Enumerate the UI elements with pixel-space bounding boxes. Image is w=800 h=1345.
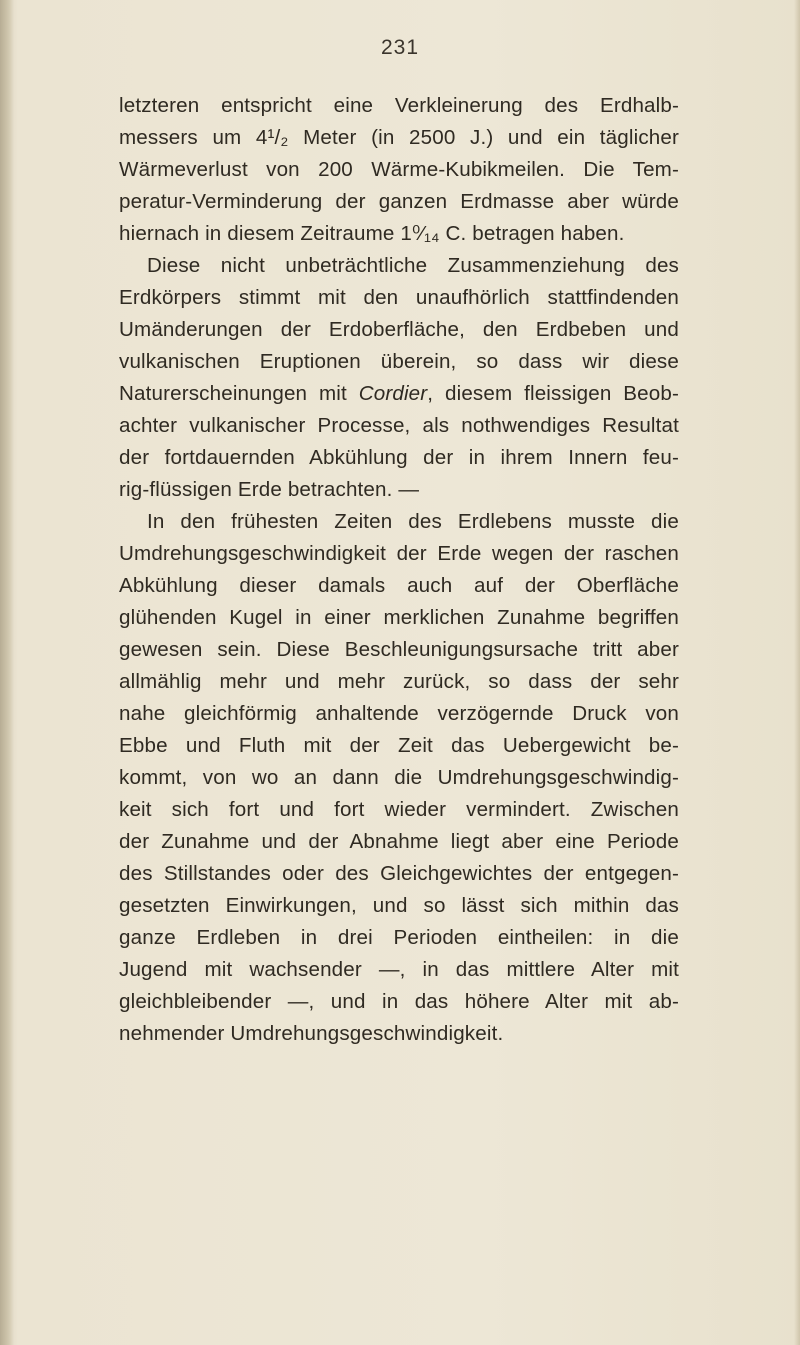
text-line: messers um 4¹/₂ Meter (in 2500 J.) und ein täglicher	[119, 126, 679, 149]
text-line: Diese nicht unbeträchtliche Zusammenziehung des	[147, 254, 679, 277]
text-line: kommt, von wo an dann die Umdrehungsgeschwindig-	[119, 766, 679, 789]
text-line: letzteren entspricht eine Verkleinerung des Erdhalb-	[119, 94, 679, 117]
text-line: Naturerscheinungen mit Cordier, diesem fleissigen Beob-	[119, 382, 679, 405]
text-line: nahe gleichförmig anhaltende verzögernde Druck von	[119, 702, 679, 725]
text-line: Wärmeverlust von 200 Wärme-Kubikmeilen. Die Tem-	[119, 158, 679, 181]
text-line: des Stillstandes oder des Gleichgewichtes der entgegen-	[119, 862, 679, 885]
text-line: In den frühesten Zeiten des Erdlebens musste die	[147, 510, 679, 533]
text-line: gesetzten Einwirkungen, und so lässt sich mithin das	[119, 894, 679, 917]
text-line: achter vulkanischer Processe, als nothwendiges Resultat	[119, 414, 679, 437]
page-number: 231	[380, 36, 420, 59]
body-text	[119, 90, 679, 1050]
text-line: gleichbleibender —, und in das höhere Alter mit ab-	[119, 990, 679, 1013]
text-line: Umdrehungsgeschwindigkeit der Erde wegen der raschen	[119, 542, 679, 565]
text-line: Ebbe und Fluth mit der Zeit das Uebergewicht be-	[119, 734, 679, 757]
text-line: der Zunahme und der Abnahme liegt aber eine Periode	[119, 830, 679, 853]
book-binding-edge	[0, 0, 14, 1345]
text-line: Umänderungen der Erdoberfläche, den Erdbeben und	[119, 318, 679, 341]
text-line: Abkühlung dieser damals auch auf der Oberfläche	[119, 574, 679, 597]
text-line: Erdkörpers stimmt mit den unaufhörlich stattfindenden	[119, 286, 679, 309]
page-right-edge	[794, 0, 800, 1345]
text-line: gewesen sein. Diese Beschleunigungsursache tritt aber	[119, 638, 679, 661]
text-line: Jugend mit wachsender —, in das mittlere Alter mit	[119, 958, 679, 981]
text-line: rig-flüssigen Erde betrachten. —	[119, 478, 420, 501]
text-line: allmählig mehr und mehr zurück, so dass der sehr	[119, 670, 679, 693]
text-line: glühenden Kugel in einer merklichen Zunahme begriffen	[119, 606, 679, 629]
text-line: vulkanischen Eruptionen überein, so dass wir diese	[119, 350, 679, 373]
text-line: peratur-Verminderung der ganzen Erdmasse aber würde	[119, 190, 679, 213]
text-line: keit sich fort und fort wieder vermindert. Zwischen	[119, 798, 679, 821]
text-line: der fortdauernden Abkühlung der in ihrem Innern feu-	[119, 446, 679, 469]
text-line: nehmender Umdrehungsgeschwindigkeit.	[119, 1022, 504, 1045]
text-line: hiernach in diesem Zeitraume 1⁰⁄₁₄ C. betragen haben.	[119, 222, 625, 245]
italic-name: Cordier	[358, 382, 428, 405]
text-line: ganze Erdleben in drei Perioden eintheilen: in die	[119, 926, 679, 949]
